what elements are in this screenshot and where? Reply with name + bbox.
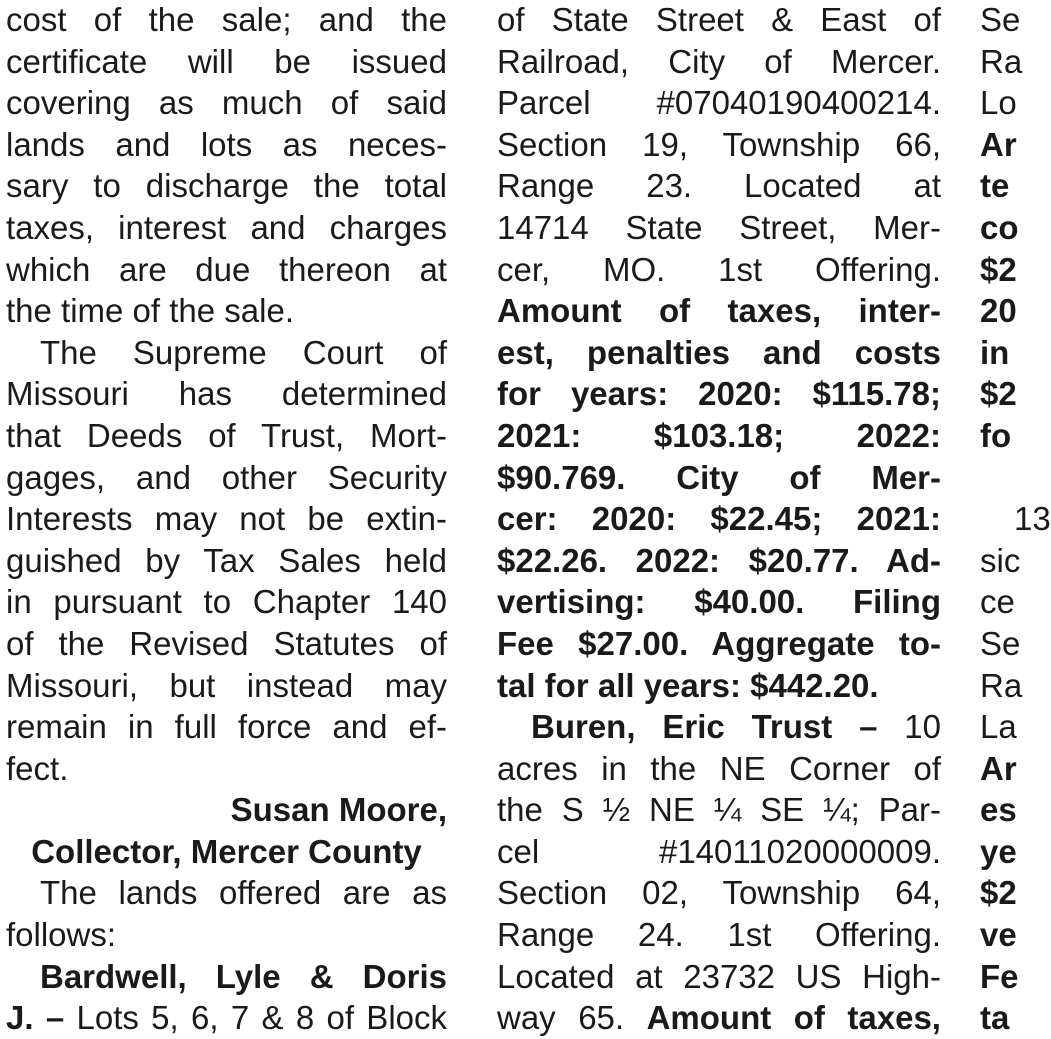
text-segment: way 65. [497,999,647,1037]
text-line: in pursuant to Chapter 140 [6,583,447,621]
text-line: for years: 2020: $115.78; [497,375,941,413]
text-line: Fe [980,957,1019,995]
text-line: ta [980,999,1010,1037]
text-line: Ar [980,125,1017,163]
text-line: Lo [980,84,1017,122]
text-segment: 10 [877,708,941,746]
text-line: Susan Moore, [230,791,447,829]
text-line: cost of the sale; and the [6,1,447,38]
column-3 [980,0,1051,1039]
text-line: gages, and other Security [6,458,447,496]
text-line: The lands offered are as [40,874,447,912]
text-segment: Amount of taxes, [646,999,941,1037]
text-line: sary to discharge the total [6,167,447,205]
text-line: Se [980,1,1021,38]
text-line: ye [980,832,1017,870]
text-line: fo [980,416,1012,454]
text-line: $2 [980,375,1017,413]
text-line: La [980,708,1017,746]
text-line: Section 02, Township 64, [497,874,941,912]
text-line: 2021: $103.18; 2022: [497,416,941,454]
text-line: Located at 23732 US High- [497,957,941,995]
text-line: of the Revised Statutes of [6,624,447,662]
text-line: certificate will be issued [6,42,447,80]
text-line: guished by Tax Sales held [6,541,447,579]
text-line: Missouri has determined [6,375,447,413]
text-line: fect. [6,749,69,787]
text-line: sic [980,541,1021,579]
text-line: $22.26. 2022: $20.77. Ad- [497,541,941,579]
column-1 [6,0,447,1039]
text-line: of State Street & East of [497,1,941,38]
text-line: remain in full force and ef- [6,708,447,746]
text-line: tal for all years: $442.20. [497,666,879,704]
text-line: Missouri, but instead may [6,666,447,704]
text-line: co [980,208,1019,246]
text-line: 20 [980,292,1017,330]
text-line: Ra [980,42,1023,80]
text-line: Railroad, City of Mercer. [497,42,941,80]
text-line: Ar [980,749,1017,787]
text-line [980,457,1023,499]
text-line: Se [980,624,1021,662]
text-line: taxes, interest and charges [6,208,447,246]
text-line: cer, MO. 1st Offering. [497,250,941,288]
column-2 [497,0,941,1039]
text-line: that Deeds of Trust, Mort- [6,416,447,454]
text-line: Range 24. 1st Offering. [497,916,941,954]
text-line: in [980,333,1010,371]
text-line: Interests may not be extin- [6,500,447,538]
text-line: Fee $27.00. Aggregate to- [497,624,941,662]
text-line: covering as much of said [6,84,447,122]
text-line: vertising: $40.00. Filing [497,583,941,621]
text-line: The Supreme Court of [40,333,447,371]
text-line: ve [980,916,1017,954]
text-line: lands and lots as neces- [6,125,447,163]
text-line: est, penalties and costs [497,333,941,371]
text-line: $90.769. City of Mer- [497,458,941,496]
text-line [497,997,941,1039]
text-line: the S ½ NE ¼ SE ¼; Par- [497,791,941,829]
text-segment: Lots 5, 6, 7 & 8 of Block [64,999,447,1037]
text-line: cer: 2020: $22.45; 2021: [497,500,941,538]
text-line: Collector, Mercer County [31,832,422,870]
text-line: acres in the NE Corner of [497,749,941,787]
text-line [497,706,941,748]
text-line: Bardwell, Lyle & Doris [40,957,447,995]
text-line: Range 23. Located at [497,167,941,205]
text-line: ce [980,583,1015,621]
text-line: te [980,167,1010,205]
text-line: follows: [6,916,117,954]
text-line: 14714 State Street, Mer- [497,208,941,246]
text-segment: Buren, Eric Trust – [531,708,878,746]
text-line: 13 [1014,500,1051,538]
text-line: $2 [980,874,1017,912]
text-line: Ra [980,666,1023,704]
text-line: Amount of taxes, inter- [497,292,941,330]
text-line: es [980,791,1017,829]
text-line: cel #14011020000009. [497,832,941,870]
text-line: Parcel #07040190400214. [497,84,941,122]
text-line: the time of the sale. [6,292,294,330]
text-line: Section 19, Township 66, [497,125,941,163]
text-line: $2 [980,250,1017,288]
text-line [6,997,447,1039]
text-segment: J. – [6,999,65,1037]
text-line: which are due thereon at [6,250,447,288]
